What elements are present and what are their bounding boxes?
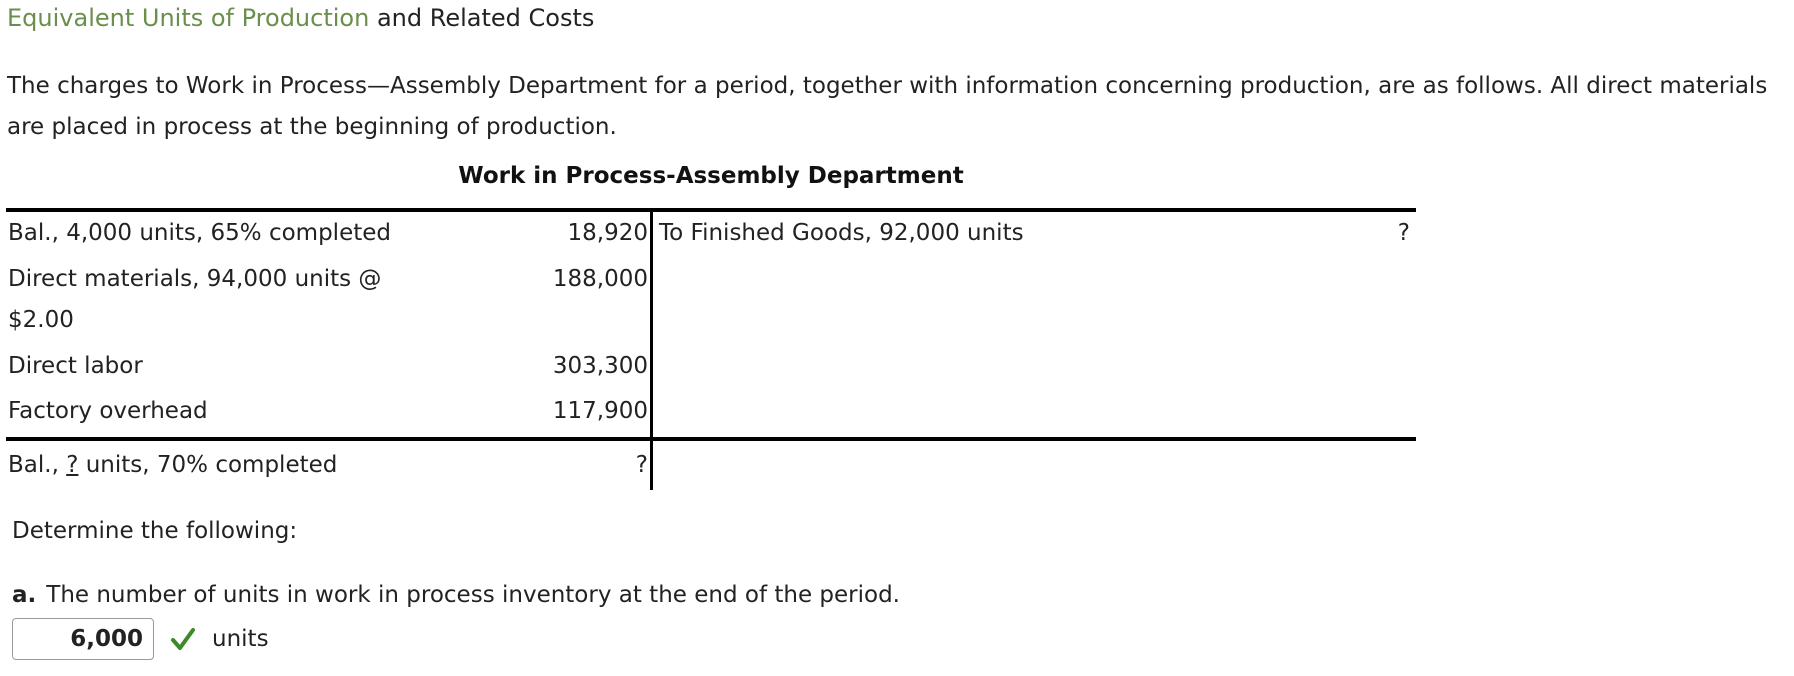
question-letter: a. bbox=[12, 582, 37, 608]
question-a bbox=[12, 580, 900, 610]
debit-label: Direct materials, 94,000 units @ bbox=[8, 266, 382, 292]
credit-label: To Finished Goods, 92,000 units bbox=[659, 220, 1024, 246]
t-account-row bbox=[6, 394, 1416, 428]
ending-balance-amount: ? bbox=[635, 452, 648, 478]
answer-row bbox=[12, 615, 269, 663]
ending-balance-label bbox=[8, 448, 337, 482]
t-account-top-rule bbox=[6, 208, 1416, 212]
t-account-ending-balance-row bbox=[6, 448, 1416, 482]
debit-label: Factory overhead bbox=[8, 398, 208, 424]
t-account bbox=[6, 208, 1416, 490]
ending-balance-prefix: Bal., bbox=[8, 452, 67, 478]
check-icon bbox=[170, 626, 196, 652]
ending-balance-suffix: units, 70% completed bbox=[78, 452, 338, 478]
debit-amount: 188,000 bbox=[552, 266, 648, 292]
debit-amount: 117,900 bbox=[552, 398, 648, 424]
units-label: units bbox=[212, 626, 269, 652]
t-account-row bbox=[6, 349, 1416, 383]
debit-amount: 18,920 bbox=[567, 220, 648, 246]
debit-amount: 303,300 bbox=[552, 353, 648, 379]
page-title bbox=[7, 4, 594, 32]
debit-label: Direct labor bbox=[8, 353, 143, 379]
ending-balance-unknown: ? bbox=[66, 452, 79, 478]
debit-label: Bal., 4,000 units, 65% completed bbox=[8, 220, 391, 246]
title-rest: and Related Costs bbox=[369, 4, 595, 32]
t-account-row-continuation bbox=[6, 303, 1416, 337]
intro-paragraph: The charges to Work in Process—Assembly Department for a period, together with information concerning production, are as follows. All direct materials are placed in process at the beginning of production. bbox=[7, 73, 1768, 140]
instructions: Determine the following: bbox=[12, 518, 298, 544]
answer-input[interactable] bbox=[12, 618, 154, 660]
t-account-row bbox=[6, 216, 1416, 250]
t-account-balance-rule bbox=[6, 437, 1416, 441]
title-link[interactable]: Equivalent Units of Production bbox=[7, 4, 370, 32]
credit-amount: ? bbox=[1397, 220, 1410, 246]
t-account-heading: Work in Process-Assembly Department bbox=[458, 163, 964, 189]
question-text: The number of units in work in process inventory at the end of the period. bbox=[46, 582, 900, 608]
debit-label-continuation: $2.00 bbox=[8, 307, 74, 333]
t-account-row bbox=[6, 262, 1416, 296]
